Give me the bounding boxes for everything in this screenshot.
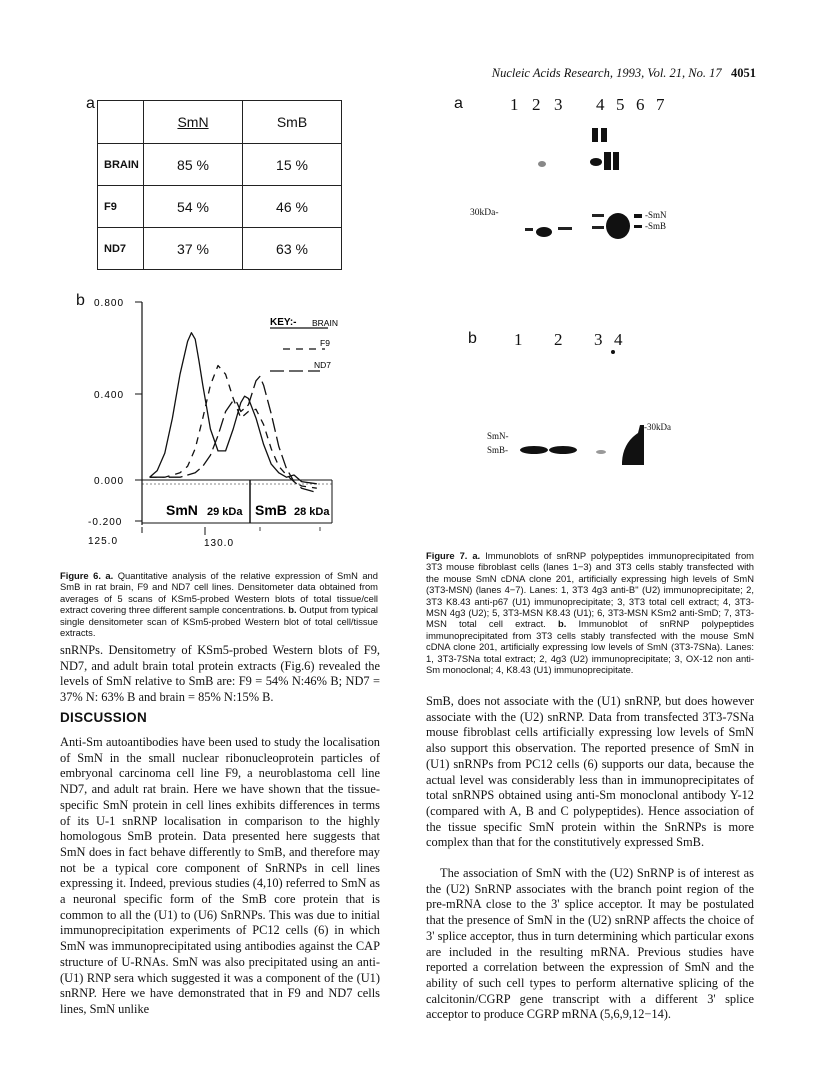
table-row <box>98 228 342 270</box>
lane-number: 6 <box>636 95 645 114</box>
densitometer-chart <box>80 290 355 550</box>
table-header-row <box>98 101 342 144</box>
caption-lead: Figure 6. a. <box>60 570 114 581</box>
band <box>592 128 598 142</box>
band <box>634 214 642 218</box>
band <box>549 446 577 454</box>
lane-number: 2 <box>532 95 541 114</box>
lane-number: 2 <box>554 330 563 349</box>
band <box>525 228 533 231</box>
band <box>538 161 546 167</box>
caption-lead: Figure 7. a. <box>426 550 481 561</box>
fig6-caption <box>60 570 378 638</box>
section-heading: DISCUSSION <box>60 710 148 725</box>
band <box>596 450 606 454</box>
lane-number: 4 <box>596 95 605 114</box>
y-tick-label: 0.400 <box>94 390 125 401</box>
band <box>606 213 630 239</box>
band <box>558 227 572 230</box>
lane-number: 3 <box>594 330 603 349</box>
lane-number: 4 <box>614 330 623 349</box>
band-mw-smb: 28 kDa <box>294 506 330 518</box>
lane-number: 5 <box>616 95 625 114</box>
page-number: 4051 <box>731 66 756 80</box>
x-tick-label: 130.0 <box>204 538 235 549</box>
band-label-smn: SmN- <box>487 431 509 441</box>
body-paragraph: snRNPs. Densitometry of KSm5-probed Western blots of F9, ND7, and adult brain total protein extracts (Fig.6) revealed the levels of SmN relative to SmB are: F9 = 54% N:46% B; ND7 = 37% N: 63% B and brain = 85% N:15% B. <box>60 643 380 705</box>
marker-label: 30kDa- <box>470 208 499 218</box>
fig7-caption <box>426 550 754 675</box>
y-tick-label: 0.000 <box>94 476 125 487</box>
body-paragraph: The association of SmN with the (U2) SnRNP is of interest as the (U2) SnRNP associates with the branch point region of the pre-mRNA close to the 3' splice acceptor. It may be postulated that the presence of SmN in the (U2) snRNP affects the choice of 3' splice acceptor, thus in turn determining which particular exons are included in the resulting mRNA. Previous studies have reported a correlation between the expression of SmN and the ability of such cell types to perform alternative splicing of the calcitonin/CGRP gene transcript with a different 3' splice acceptor to produce CGRP mRNA (5,6,9,12−14). <box>426 866 754 1022</box>
col-header-smn: SmN <box>144 101 243 144</box>
cell-smn: 54 % <box>144 186 243 228</box>
body-paragraph: SmB, does not associate with the (U1) snRNP, but does however associate with the (U2) snRNP. Data from transfected 3T3-7SNa mouse fibroblast cells artificially expressing low levels of SmN also support this observation. The reported presence of SmN in (U1) snRNPs from PC12 cells (6) supports our data, because the actual level was considerably less than in immunoprecipitates of total snRNPS obtained using anti-Sm monoclonal antibody Y-12 (compared with A, B and C polypeptides). Hence association of the tissue specific SmN protein within the SnRNPs is more complex than that for the constitutively expressed SmB. <box>426 694 754 850</box>
caption-lead: b. <box>558 618 567 630</box>
cell-smn: 85 % <box>144 144 243 186</box>
series-line-brain <box>150 333 317 484</box>
band-label-smb: -SmB <box>645 221 667 231</box>
band-label-smb: SmB- <box>487 445 509 455</box>
band-label-smn: -SmN <box>645 210 667 220</box>
fig6a-label: a <box>86 95 95 112</box>
fig6a-table <box>97 100 342 270</box>
band <box>601 128 607 142</box>
band <box>634 225 642 228</box>
row-header: ND7 <box>98 228 144 270</box>
x-tick-label: 125.0 <box>88 536 119 547</box>
caption-text: Output from typical single densitometer scan of KSm5-probed Western blot of total cell/tissue extracts. <box>60 604 378 639</box>
body-paragraph: Anti-Sm autoantibodies have been used to study the localisation of SmN in the small nuclear ribonucleoprotein particles of embryonal carcinoma cell line F9, a neuroblastoma cell line ND7, and adult rat brain. Here we have shown that the tissue-specific SmN protein in cell lines exhibits differences in terms of its U-1 snRNP localisation in comparison to the highly homologous SmB protein. Data presented here suggests that SmN does in fact behave differently to SmB, and therefore may not be a typical core component of SnRNPs in cell lines expressing it. Indeed, previous studies (4,10) referred to SmN as a neuronal specific form of the SmB core protein that is common to all the (U1) to (U6) SnRNPs. This was due to initial immunoprecipitation experiments of PC12 cells (6) in which SmN was immunoprecipitated using antibodies against the CAP structure of U-RNAs. SmN was also precipitated using an anti-(U1) RNP sera which suggested it was a component of the (U1) snRNP. Here we have demonstrated that in F9 and ND7 cells lines, SmN unlike <box>60 735 380 1016</box>
row-header: F9 <box>98 186 144 228</box>
y-tick-label: 0.800 <box>94 298 125 309</box>
band <box>592 226 604 229</box>
chart-legend <box>270 317 338 371</box>
table-row <box>98 144 342 186</box>
chart-series <box>150 333 317 493</box>
row-header: BRAIN <box>98 144 144 186</box>
cell-smb: 15 % <box>243 144 342 186</box>
band <box>520 446 548 454</box>
caption-text: Immunoblots of snRNP polypeptides immunoprecipitated from 3T3 mouse fibroblast cells (lanes 1−3) and 3T3 cells stably transfected with the mouse SmN cDNA clone 201, artificially expressing high levels of SmN (3T3-MSN) (lanes 4−7). Lanes: 1, 3T3 4g3 anti-B'' (U2) immunoprecipitate; 2, 3T3 K8.43 anti-p67 (U1) immunoprecipitate; 3, 3T3 total cell extract; 4, 3T3-MSN 4g3 (U2); 5, 3T3-MSN K8.43 (U1); 6, 3T3-MSN KSm2 anti-SmD; 7, 3T3-MSN total cell extract. <box>426 550 754 630</box>
chart-axes <box>135 302 332 535</box>
fig6b-label: b <box>76 292 85 309</box>
legend-entry-brain: BRAIN <box>312 318 338 328</box>
lane-number: 3 <box>554 95 563 114</box>
col-header-smb: SmB <box>243 101 342 144</box>
lane-number: 1 <box>510 95 519 114</box>
band-label-smb: SmB <box>255 502 287 518</box>
band-mw-smn: 29 kDa <box>207 506 243 518</box>
legend-entry-nd7: ND7 <box>314 360 332 370</box>
fig7a-label: a <box>454 95 463 112</box>
fig7b-label: b <box>468 330 477 347</box>
fig7b-blot <box>426 325 746 485</box>
lane-number: 1 <box>514 330 523 349</box>
journal-citation: Nucleic Acids Research, 1993, Vol. 21, No. 17 <box>491 66 722 80</box>
band <box>604 152 611 170</box>
band <box>613 152 619 170</box>
band <box>622 425 644 465</box>
band <box>536 227 552 237</box>
caption-text: Quantitative analysis of the relative expression of SmN and SmB in rat brain, F9 and ND7 cell lines. Densitometer data obtained from averages of 5 scans of KSm5-probed Western blots of total tissue/cell extract covering three different sample concentrations. <box>60 570 378 616</box>
band <box>592 214 604 217</box>
table-corner <box>98 101 144 144</box>
cell-smb: 46 % <box>243 186 342 228</box>
lane-number: 7 <box>656 95 665 114</box>
table-row <box>98 186 342 228</box>
marker-label: -30kDa <box>644 422 671 432</box>
band-label-smn: SmN <box>166 502 198 518</box>
band <box>590 158 602 166</box>
caption-lead: b. <box>288 604 297 616</box>
legend-title: KEY:- <box>270 317 297 328</box>
fig7a-blot <box>426 90 746 340</box>
legend-entry-f9: F9 <box>320 338 330 348</box>
y-tick-label: -0.200 <box>88 517 123 528</box>
blot-image <box>426 325 746 485</box>
caption-text: Immunoblot of snRNP polypeptides immunoprecipitated from 3T3 cells stably transfected with the mouse SmN cDNA clone 201, artificially expressing low levels of SmN (3T3-7SNa). Lanes: 1, 3T3-7SNa total extract; 2, 4g3 (U2) immunoprecipitate; 3, OX-12 non anti-Sm monoclonal; 4, K8.43 (U1) immunoprecipitate. <box>426 618 754 676</box>
cell-smb: 63 % <box>243 228 342 270</box>
speck <box>611 350 615 354</box>
running-header <box>436 66 756 81</box>
cell-smn: 37 % <box>144 228 243 270</box>
